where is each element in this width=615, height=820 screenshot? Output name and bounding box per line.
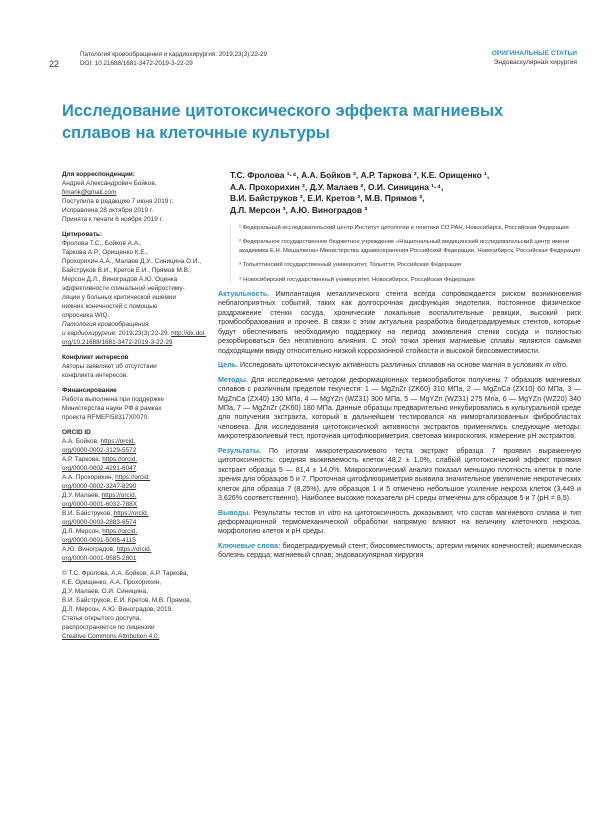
keywords-label: Ключевые слова: [218, 541, 281, 550]
abstract-conclusion [218, 509, 581, 537]
revised-date: Исправлена 28 октября 2019 г. [62, 207, 154, 214]
journal-title-line: Патология кровообращения и кардиохирургия. 2019;23(3):22-29 [80, 51, 268, 58]
cite-line: эффективности спинальной нейростиму- [62, 285, 185, 292]
article-title: Исследование цитотоксического эффекта магниевых сплавов на клеточные культуры [62, 102, 504, 142]
journal-doi-line: DOI: 10.21688/1681-3472-2019-3-22-29 [80, 60, 193, 67]
orcid-link-cont[interactable]: org/0000-0001-5006-4115 [62, 537, 136, 544]
orcid-author: А.Ю. Виноградов, [62, 546, 117, 553]
sidebar [62, 170, 207, 641]
abstract-results [218, 447, 581, 504]
orcid-author: Д.Л. Мерсон, [62, 528, 103, 535]
orcid-link-cont[interactable]: org/0000-0002-3247-8290 [62, 483, 137, 490]
conclusion-text-italic: in vitro [318, 508, 341, 517]
affiliation: ⁴ Новосибирский государственный университет, Новосибирск, Российская Федерация [239, 276, 475, 283]
author-line: Т.С. Фролова ¹·⁴, А.А. Бойков ², А.Р. Таркова ², К.Е. Орищенко ¹, [230, 170, 490, 180]
cite-journal-line: Патология кровообращения [62, 321, 149, 328]
conclusion-text-end: на цитотоксичность доказывают, что состав магниевого сплава и тип деформационной термомеханической обработки напрямую влияют на величину клеточного некроза, морфологию клеток и pH среды. [218, 508, 581, 536]
orcid-author: А.Р. Таркова, [62, 456, 103, 463]
orcid-entry [62, 455, 207, 464]
cite-line: Байструков В.И., Кретов Е.И., Прямов М.В., [62, 267, 192, 274]
aim-label: Цель. [218, 361, 239, 370]
orcid-entry [62, 473, 207, 482]
funding-line: проекта RFMEFI58317X0070. [62, 414, 149, 421]
abstract-relevance [218, 290, 581, 356]
section-subtitle: Эндоваскулярная хирургия [493, 59, 577, 66]
orcid-entry [62, 437, 207, 446]
keywords-text: биодеградируемый стент; биосовместимость; артерии нижних конечностей; ишемическая болезнь сердца; магниевый сплав; эндоваскулярная хирургия [218, 541, 581, 560]
abstract-methods [218, 376, 581, 442]
orcid-link-cont[interactable]: org/0000-0001-9585-2801 [62, 555, 137, 562]
orcid-link-cont[interactable]: org/0000-0001-6032-788X [62, 501, 137, 508]
methods-label: Методы. [218, 375, 248, 384]
copyright-line: В.И. Байструков, Е.И. Кретов, М.В. Прямов, [62, 597, 192, 604]
affiliation: ¹ Федеральный исследовательский центр Институт цитологии и генетики СО РАН, Новосибирск, Российская Федерация [239, 225, 569, 231]
funding-line: Министерства науки РФ в рамках [62, 405, 162, 412]
cite-doi-link[interactable]: http://dx.doi. [171, 330, 206, 337]
aim-text-italic: in vitro [545, 361, 567, 370]
orcid-author: А.А. Прохорихин, [62, 474, 116, 481]
conflict-line: Авторы заявляют об отсутствии [62, 363, 157, 370]
orcid-link[interactable]: https://orcid. [102, 456, 138, 463]
author-line: В.И. Байструков ², Е.И. Кретов ², М.В. Прямов ², [230, 193, 425, 203]
relevance-label: Актуальность. [218, 290, 270, 299]
orcid-link[interactable]: https://orcid. [102, 528, 138, 535]
copyright-line: Статья открытого доступа, [62, 615, 142, 622]
affiliations [230, 224, 581, 284]
section-heading [492, 49, 577, 67]
cite-line: опросника WIQ. [62, 312, 110, 319]
affiliation: ³ Тольяттинский государственный университет, Тольятти, Российская Федерация [239, 262, 462, 269]
main-column [218, 170, 581, 566]
cite-line: Прохорихин А.А., Малаев Д.У., Синицина О.И., [62, 258, 201, 265]
license-link[interactable]: Creative Commons Attribution 4.0. [62, 633, 160, 640]
page-number: 22 [49, 59, 60, 69]
orcid-link[interactable]: https://orcid. [116, 546, 152, 553]
cite-year: 2019;23(3):22-29. [116, 330, 170, 337]
author-line: А.А. Прохорихин ², Д.У. Малаев ², О.И. Синицина ¹·⁴, [230, 181, 444, 192]
orcid-link-cont[interactable]: org/0000-0002-3129-5572 [62, 447, 137, 454]
received-date: Поступила в редакцию 7 июня 2019 г. [62, 198, 174, 205]
copyright-line: © Т.С. Фролова, А.А. Бойков, А.Р. Таркова, [62, 570, 189, 577]
accepted-date: Принята к печати 6 ноября 2019 г. [62, 216, 163, 223]
correspondence-heading: Для корреспонденции: [62, 171, 135, 178]
orcid-entry [62, 509, 207, 518]
copyright-line: Д.У. Малаев, О.И. Синицина, [62, 588, 148, 595]
copyright-line: К.Е. Орищенко, А.А. Прохорихин, [62, 579, 162, 586]
orcid-author: А.А. Бойков, [62, 438, 101, 445]
results-label: Результаты. [218, 446, 261, 455]
conclusion-label: Выводы. [218, 508, 251, 517]
conclusion-text: Результаты тестов [250, 508, 319, 517]
orcid-link[interactable]: https://orcid. [113, 510, 149, 517]
orcid-entry [62, 491, 207, 500]
orcid-link-cont[interactable]: org/0000-0003-2883-6574 [62, 519, 137, 526]
cite-line: ляции у больных критической ишемии [62, 294, 177, 301]
section-title: ОРИГИНАЛЬНЫЕ СТАТЬИ [491, 50, 577, 57]
orcid-author: Д.У. Малаев, [62, 492, 102, 499]
relevance-text: Имплантация металлического стента всегда сопровождается риском возникновения неблагоприятных событий, таких как долгосрочная дисфункция эндотелия, постоянное физическое раздражение стенки сосуда, хронические локальные воспалительные реакции, высокий риск тромбообразования и прочее. В связи с этим актуальна разработка биодеградируемых стентов, которые будут обеспечивать необходимую поддержку на период заживления стенки сосуда и полностью резорбироваться без негативного влияния. С этой точки зрения магниевые сплавы являются самыми подходящими ввиду относительно низкой коррозионной стойкости и высокой биосовместимости. [218, 290, 581, 355]
funding-line: Работа выполнена при поддержке [62, 396, 164, 403]
orcid-link-cont[interactable]: org/0000-0002-4291-6047 [62, 465, 137, 472]
cite-journal-year-line [62, 329, 207, 338]
aim-text-end: . [566, 361, 569, 370]
abstract-keywords [218, 542, 581, 561]
orcid-entry [62, 527, 207, 536]
cite-line: Таркова А.Р., Орищенко К.Е., [62, 249, 149, 256]
results-text: По итогам микротетразолиевого теста экстракт образца 7 проявил выраженную цитотоксичность: средняя выживаемость клеток 48,2 ± 1,0%, слабый цитотоксический эффект проявил экстракт образца 5 — 81,4 ± 14,0%. Микроскопический анализ показал меньшую плотность клеток в поле зрения для образцов 5 и 7. Проточная цитофлюориметрия выявила значительное увеличение некротических клеток для образца 7 (8,25%), для образцов 1 и 5 отмечено небольшое усиление некроза клеток (3,449 и 3,626% соответственно). Наиболее высокие показатели pH среды отмечены для образцов 5 и 7 (pH = 8,5). [218, 446, 581, 503]
aim-text: Исследовать цитотоксическую активность различных сплавов на основе магния в условиях [238, 361, 546, 370]
funding-heading: Финансирование [62, 387, 117, 394]
orcid-entry [62, 545, 207, 554]
cite-doi-link-cont[interactable]: org/10.21688/1681-3472-2019-3-22-29 [62, 339, 173, 346]
abstract [218, 290, 581, 561]
orcid-author: В.И. Байструков, [62, 510, 114, 517]
journal-citation [80, 50, 380, 68]
orcid-link[interactable]: https://orcid. [101, 492, 137, 499]
abstract-aim [218, 361, 581, 370]
orcid-heading: ORCID ID [62, 429, 91, 436]
orcid-link[interactable]: https://orcid. [115, 474, 150, 481]
author-line: Д.Л. Мерсон ³, А.Ю. Виноградов ³ [230, 204, 368, 215]
conflict-heading: Конфликт интересов [62, 354, 129, 361]
author-list [230, 170, 581, 216]
cite-line: нижних конечностей с помощью [62, 303, 158, 310]
cite-line: Фролова Т.С., Бойков А.А., [62, 240, 142, 247]
orcid-link[interactable]: https://orcid. [100, 438, 136, 445]
conflict-line: конфликта интересов. [62, 372, 129, 379]
methods-text: Для исследования методом деформационных термообработок получены 7 образцов магниевых сплавов с различным пределом текучести: 1 — MgZnZr (ZK60) 310 МПа, 2 — MgZnCa (ZX10) 60 МПа, 3 — MgZnCa (ZX40) 130 МПа, 4 — MgYZn (WZ31) 300 МПа, 5 — MgYZn (WZ31) 275 Mna, 6 — MgYZn (WZ20) 340 МПа, 7 — MgZnZr (ZK60) 180 МПа. Данные образцы предварительно инкубировались в культуральной среде для получения экстракта, который в дальнейшем тестировался на иммортализованных фибробластах человека. Для исследования цитотоксической активности экстрактов применялись следующие методы: микротетразолиевый тест, проточная цитофлюориметрия, световая микроскопия, измерение pH экстрактов. [218, 375, 581, 441]
copyright-line: распространяется по лицензии [62, 624, 155, 631]
cite-heading: Цитировать: [62, 231, 103, 238]
correspondence-name: Андрей Александрович Бойков, [62, 180, 157, 187]
affiliation: ² Федеральное государственное бюджетное учреждение «Национальный медицинский исследовательский центр имени академика Е.Н. Мешалкина» Министерства здравоохранения Российской Федерации, Новосибирск, Российская Федерация [239, 239, 581, 254]
correspondence-email-link[interactable]: fimarik@gmail.com [62, 189, 117, 196]
copyright-line: Д.Л. Мерсон, А.Ю. Виноградов, 2019. [62, 606, 173, 613]
cite-line: Мерсон Д.Л., Виноградов А.Ю. Оценка [62, 276, 178, 283]
cite-journal-line: и кардиохирургия. [62, 330, 117, 337]
